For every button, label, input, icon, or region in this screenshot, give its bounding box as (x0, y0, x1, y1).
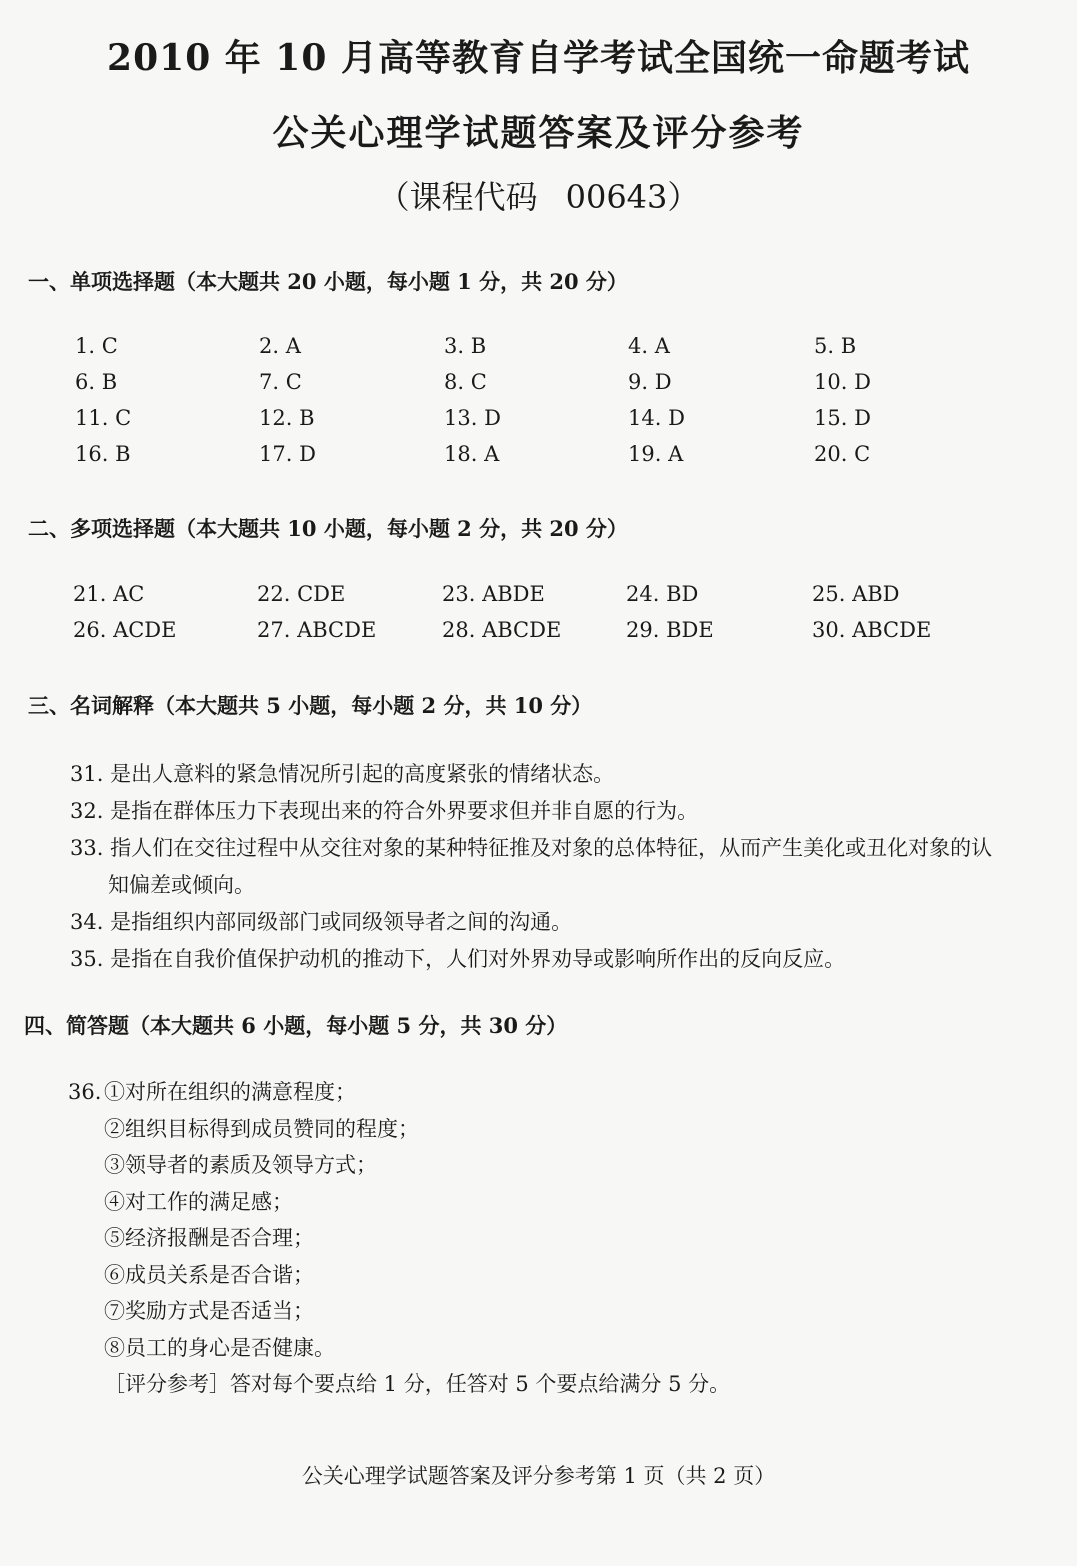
answer: 1. C (75, 334, 118, 358)
document-title: 公关心理学试题答案及评分参考 (272, 112, 805, 154)
exam-title: 2010 年 10 月高等教育自学考试全国统一命题考试 (107, 37, 970, 79)
answer: 7. C (259, 370, 302, 394)
answer: 28. ABCDE (442, 618, 562, 642)
answer-row (75, 442, 975, 478)
answer: 18. A (444, 442, 500, 466)
answer: 20. C (814, 442, 871, 466)
answer: 9. D (628, 370, 672, 394)
answer: 2. A (259, 334, 301, 358)
section-2-answers (73, 582, 973, 654)
section-1-answers (75, 334, 975, 478)
answer: 14. D (628, 406, 685, 430)
answer: 6. B (75, 370, 118, 394)
answer: 30. ABCDE (812, 618, 932, 642)
definition-item: 33. 指人们在交往过程中从交往对象的某种特征推及对象的总体特征，从而产生美化或丑化对象的认知偏差或倾向。 (70, 836, 993, 897)
answer-point: ⑥成员关系是否合谐； (104, 1262, 314, 1287)
answer: 10. D (814, 370, 871, 394)
answer: 22. CDE (257, 582, 346, 606)
definition-item: 34. 是指组织内部同级部门或同级领导者之间的沟通。 (70, 910, 573, 934)
answer: 23. ABDE (442, 582, 545, 606)
page-footer: 公关心理学试题答案及评分参考第 1 页（共 2 页） (301, 1464, 776, 1488)
answer: 3. B (444, 334, 487, 358)
answer: 25. ABD (812, 582, 900, 606)
answer: 27. ABCDE (257, 618, 377, 642)
answer-row (75, 370, 975, 406)
question-number: 36. (68, 1080, 102, 1104)
answer-point-text: ①对所在组织的满意程度； (104, 1080, 356, 1104)
answer: 11. C (75, 406, 132, 430)
section-3-title: 三、名词解释（本大题共 5 小题，每小题 2 分，共 10 分） (28, 693, 593, 718)
answer: 24. BD (626, 582, 699, 606)
course-code: 00643） (565, 178, 700, 216)
answer-point: ⑤经济报酬是否合理； (104, 1226, 314, 1250)
answer-point: ③领导者的素质及领导方式； (104, 1153, 377, 1177)
answer: 8. C (444, 370, 487, 394)
answer-row (73, 582, 973, 618)
answer-point: ②组织目标得到成员赞同的程度； (104, 1116, 419, 1141)
answer: 29. BDE (626, 618, 714, 642)
answer-point (68, 1074, 968, 1111)
course-code-line (0, 172, 1077, 218)
answer: 4. A (628, 334, 670, 358)
answer-point: ⑧员工的身心是否健康。 (104, 1335, 335, 1360)
answer: 19. A (628, 442, 684, 466)
answer: 5. B (814, 334, 857, 358)
answer-point: ④对工作的满足感； (104, 1189, 293, 1214)
question-36-answer (68, 1074, 968, 1403)
answer-row (73, 618, 973, 654)
answer: 16. B (75, 442, 131, 466)
answer-row (75, 406, 975, 442)
definition-item: 31. 是出人意料的紧急情况所引起的高度紧张的情绪状态。 (70, 762, 615, 786)
answer: 15. D (814, 406, 871, 430)
answer: 21. AC (73, 582, 145, 606)
section-3-definitions (70, 756, 1010, 978)
answer-point: ⑦奖励方式是否适当； (104, 1299, 314, 1323)
answer: 26. ACDE (73, 618, 177, 642)
section-1-title: 一、单项选择题（本大题共 20 小题，每小题 1 分，共 20 分） (28, 269, 628, 294)
answer-row (75, 334, 975, 370)
course-code-label: （课程代码 (377, 178, 538, 216)
answer: 13. D (444, 406, 501, 430)
definition-item: 35. 是指在自我价值保护动机的推动下，人们对外界劝导或影响所作出的反向反应。 (70, 947, 846, 971)
definition-item: 32. 是指在群体压力下表现出来的符合外界要求但并非自愿的行为。 (70, 799, 699, 823)
answer: 17. D (259, 442, 316, 466)
answer: 12. B (259, 406, 315, 430)
section-2-title: 二、多项选择题（本大题共 10 小题，每小题 2 分，共 20 分） (28, 516, 628, 541)
section-4-title: 四、简答题（本大题共 6 小题，每小题 5 分，共 30 分） (24, 1013, 568, 1038)
scoring-reference: ［评分参考］答对每个要点给 1 分，任答对 5 个要点给满分 5 分。 (104, 1372, 731, 1396)
